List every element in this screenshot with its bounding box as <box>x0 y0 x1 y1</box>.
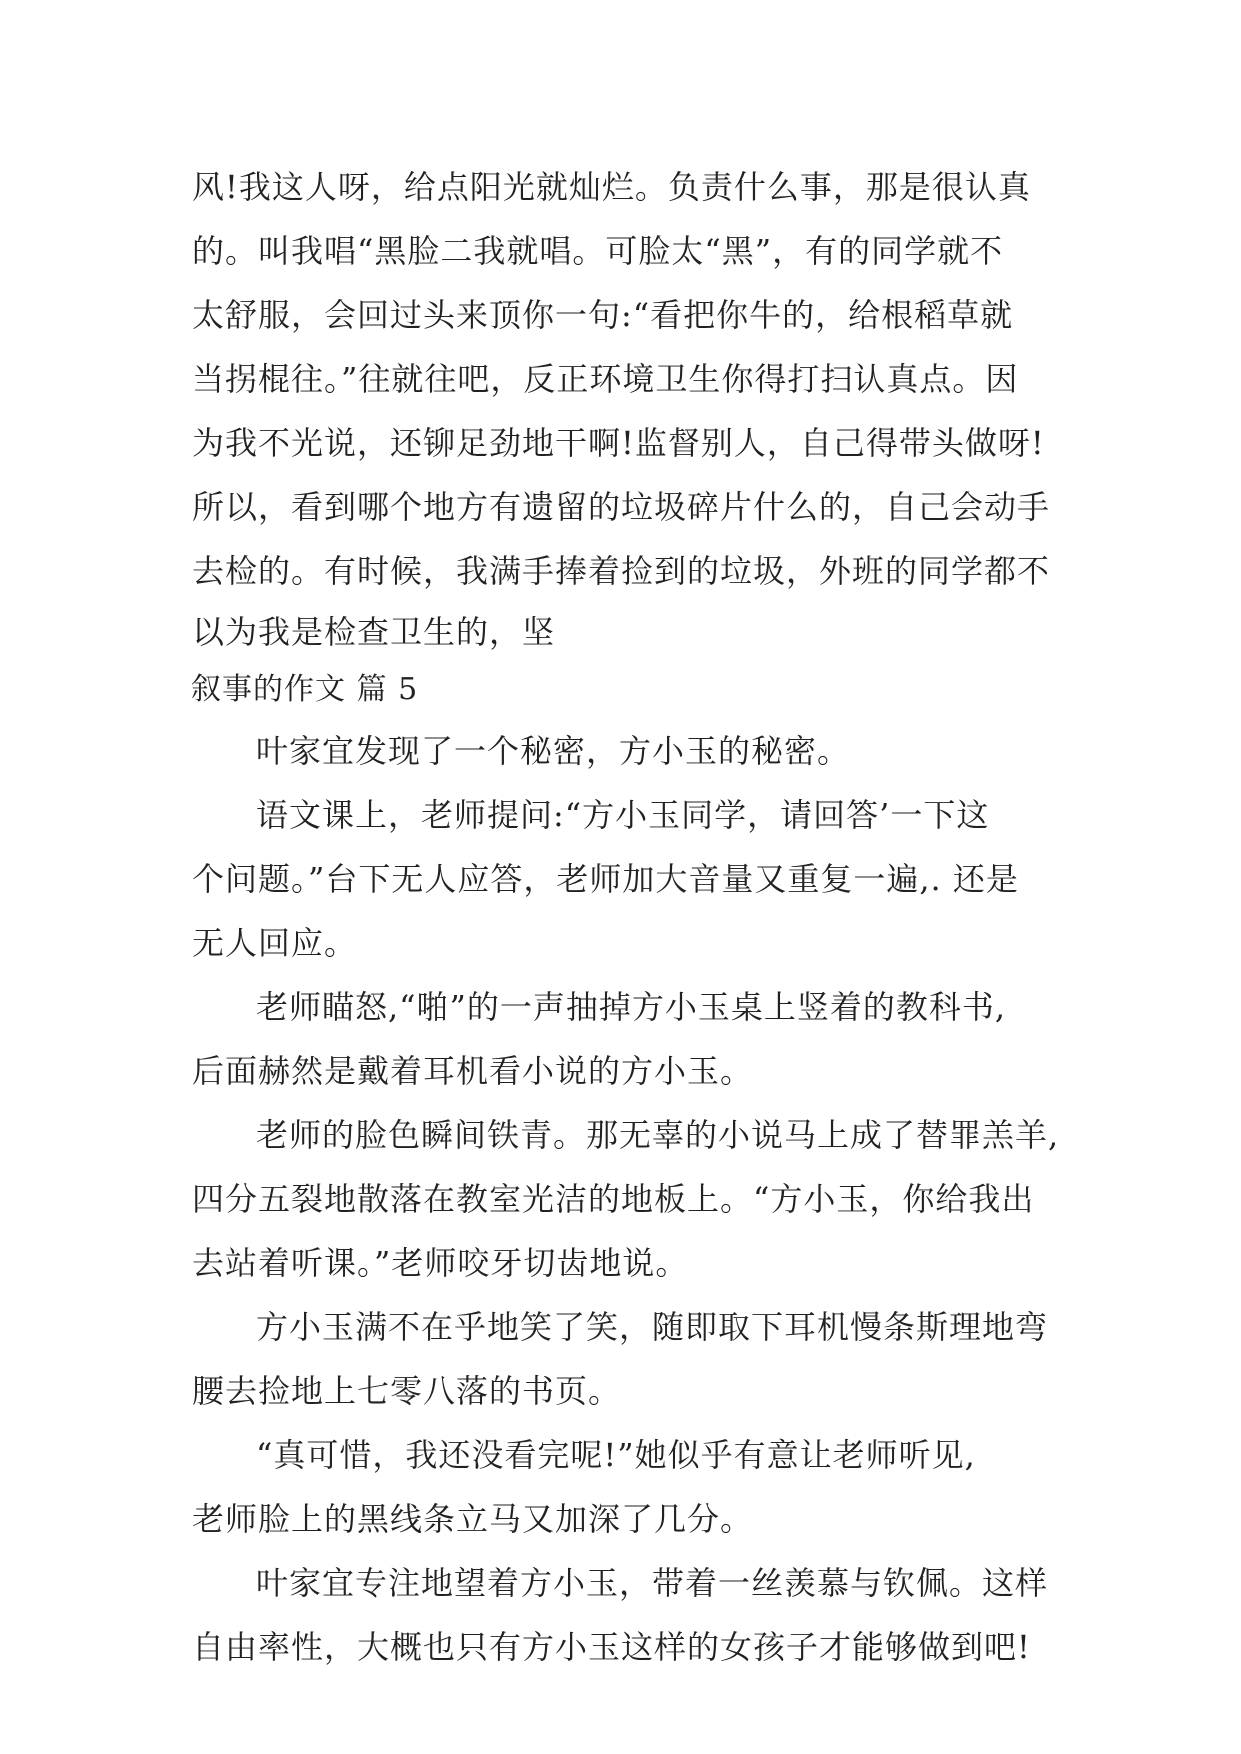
text-line: 后面赫然是戴着耳机看小说的方小玉。 <box>192 1052 754 1090</box>
document-body <box>192 155 1072 1679</box>
text-line: 所以，看到哪个地方有遗留的垃圾碎片什么的，自己会动手 <box>192 488 1051 526</box>
text-line: 无人回应。 <box>192 924 358 962</box>
text-line: 去站着听课。”老师咬牙切齿地说。 <box>192 1244 689 1282</box>
paragraph-start-line: 方小玉满不在乎地笑了笑，随即取下耳机慢条斯理地弯 <box>256 1308 1049 1346</box>
paragraph-start-line: 叶家宜发现了一个秘密，方小玉的秘密。 <box>256 732 851 770</box>
text-line: 太舒服，会回过头来顶你一句:“看把你牛的，给根稻草就 <box>192 296 1014 334</box>
section-title: 叙事的作文 篇 5 <box>191 672 419 707</box>
paragraph-start-line: 语文课上，老师提问:“方小玉同学，请回答’一下这 <box>256 796 990 834</box>
text-line: 自由率性，大概也只有方小玉这样的女孩子才能够做到吧! <box>192 1628 1031 1666</box>
text-line: 腰去捡地上七零八落的书页。 <box>192 1372 622 1410</box>
text-line: 四分五裂地散落在教室光洁的地板上。“方小玉，你给我出 <box>192 1180 1035 1218</box>
paragraph-start-line: 老师的脸色瞬间铁青。那无辜的小说马上成了替罪羔羊, <box>256 1116 1060 1154</box>
paragraph-start-line: 老师瞄怒,“啪”的一声抽掉方小玉桌上竖着的教科书, <box>256 988 1007 1026</box>
paragraph-start-line: “真可惜，我还没看完呢!”她似乎有意让老师听见, <box>256 1436 976 1474</box>
text-line: 个问题。”台下无人应答，老师加大音量又重复一遍,. 还是 <box>192 860 1019 898</box>
text-line: 的。叫我唱“黑脸二我就唱。可脸太“黑”，有的同学就不 <box>192 232 1004 270</box>
text-line: 风!我这人呀，给点阳光就灿烂。负责什么事，那是很认真 <box>192 168 1031 206</box>
text-line: 老师脸上的黑线条立马又加深了几分。 <box>192 1500 754 1538</box>
text-line: 当拐棍往。”往就往吧，反正环境卫生你得打扫认真点。因 <box>192 360 1019 398</box>
paragraph-start-line: 叶家宜专注地望着方小玉，带着一丝羡慕与钦佩。这样 <box>256 1564 1049 1602</box>
text-line: 去检的。有时候，我满手捧着捡到的垃圾，外班的同学都不 <box>192 552 1051 590</box>
text-line: 以为我是检查卫生的，坚 <box>192 613 556 651</box>
text-line: 为我不光说，还铆足劲地干啊!监督别人，自己得带头做呀! <box>192 424 1045 462</box>
